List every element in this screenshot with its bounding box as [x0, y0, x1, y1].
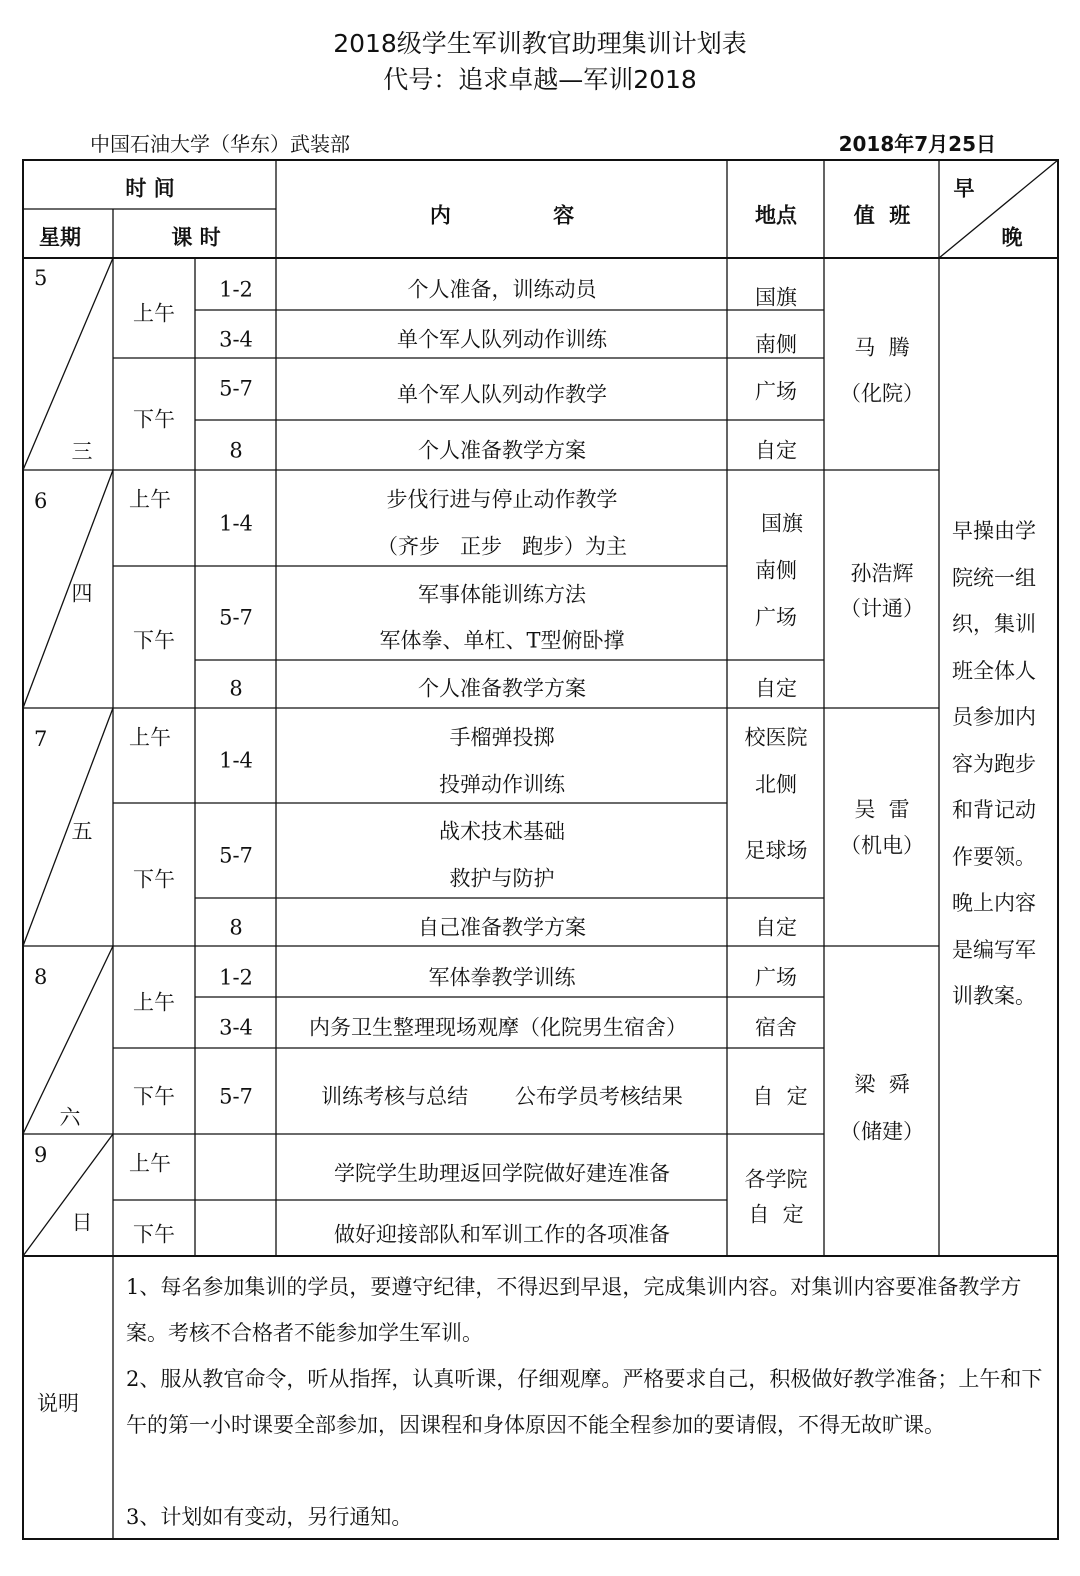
page-subtitle: 代号：追求卓越—军训2018: [383, 65, 697, 94]
day3-content-3: 自己准备教学方案: [418, 915, 586, 940]
organization: 中国石油大学（华东）武装部: [90, 132, 350, 156]
notes-label: 说明: [37, 1391, 79, 1416]
day5-am: 上午: [129, 1151, 171, 1176]
note-3: 3、计划如有变动，另行通知。: [126, 1505, 413, 1529]
day2-location-c: 广场: [755, 605, 797, 630]
day2-am: 上午: [129, 487, 171, 512]
day3-location-3: 自定: [755, 915, 797, 940]
day2-duty-name: 孙浩辉: [850, 561, 914, 586]
day2-location-2: 自定: [755, 676, 797, 701]
note-line: 院统一组: [952, 565, 1036, 590]
note-line: 和背记动: [952, 798, 1036, 822]
day1-period-2: 3-4: [219, 327, 253, 352]
day4-period-2: 3-4: [219, 1015, 253, 1040]
day3-period-1: 1-4: [219, 748, 253, 773]
day1-period-4: 8: [229, 438, 243, 463]
note-line: 容为跑步: [952, 751, 1036, 776]
day2-content-3: 个人准备教学方案: [418, 676, 586, 701]
day4-period-1: 1-2: [219, 965, 253, 990]
day1-content-1: 个人准备，训练动员: [407, 277, 597, 302]
day5-pm: 下午: [133, 1222, 175, 1247]
day2-content-1a: 步伐行进与停止动作教学: [386, 487, 618, 512]
day2-location-b: 南侧: [755, 558, 797, 583]
header-evening: 晚: [1001, 225, 1023, 250]
day1-duty-name: 马 腾: [854, 335, 910, 360]
day3-period-2: 5-7: [219, 843, 253, 868]
day4-date: 8: [34, 965, 48, 989]
header-content: 内 容: [429, 203, 575, 228]
day4-duty-name: 梁 舜: [854, 1072, 910, 1097]
header-weekday: 星期: [39, 225, 81, 250]
header-period: 课 时: [171, 225, 221, 250]
page-title: 2018级学生军训教官助理集训计划表: [333, 29, 747, 58]
document-date: 2018年7月25日: [838, 132, 996, 156]
day4-content-1: 军体拳教学训练: [428, 965, 576, 990]
day3-content-2a: 战术技术基础: [439, 819, 565, 844]
day2-weekday: 四: [71, 581, 93, 606]
day3-date: 7: [34, 727, 48, 751]
day2-content-1b: （齐步 正步 跑步）为主: [376, 534, 628, 559]
day2-location-a: 国旗: [761, 511, 803, 536]
header-location: 地点: [755, 203, 797, 228]
day4-pm: 下午: [133, 1084, 175, 1109]
note-line: 晚上内容: [952, 891, 1036, 915]
note-line: 织，集训: [952, 612, 1036, 636]
note-line: 班全体人: [952, 658, 1036, 683]
day3-location-2: 足球场: [744, 838, 808, 863]
day3-content-2b: 救护与防护: [449, 866, 555, 891]
day2-date: 6: [34, 489, 48, 513]
day3-pm: 下午: [133, 867, 175, 892]
day1-weekday: 三: [71, 439, 93, 464]
day1-pm: 下午: [133, 407, 175, 432]
day5-date: 9: [34, 1143, 48, 1167]
day1-am: 上午: [133, 301, 175, 326]
day1-duty-dept: （化院）: [840, 381, 924, 406]
day3-location-b: 北侧: [755, 772, 797, 797]
day2-period-1: 1-4: [219, 511, 253, 536]
day5-content-1: 学院学生助理返回学院做好建连准备: [334, 1161, 670, 1186]
day3-period-3: 8: [229, 915, 243, 940]
day2-period-2: 5-7: [219, 605, 253, 630]
note-line: 训教案。: [952, 984, 1036, 1008]
note-line: 是编写军: [952, 937, 1036, 962]
day5-location-1: 各学院: [744, 1167, 808, 1192]
day1-period-1: 1-2: [219, 277, 253, 302]
note-2: 2、服从教官命令，听从指挥，认真听课，仔细观摩。严格要求自己，积极做好教学准备；上午和下午的第一小时课要全部参加，因课程和身体原因不能全程参加的要请假，不得无故旷课。: [126, 1367, 1043, 1437]
note-line: 员参加内: [952, 705, 1036, 729]
day4-period-3: 5-7: [219, 1084, 253, 1109]
note-1: 1、每名参加集训的学员，要遵守纪律，不得迟到早退，完成集训内容。对集训内容要准备教学方案。考核不合格者不能参加学生军训。: [126, 1275, 1022, 1345]
day1-content-4: 个人准备教学方案: [418, 438, 586, 463]
header-time: 时 间: [125, 176, 175, 201]
day2-pm: 下午: [133, 628, 175, 653]
day5-content-2: 做好迎接部队和军训工作的各项准备: [334, 1222, 670, 1247]
day2-duty-dept: （计通）: [840, 596, 924, 621]
day4-am: 上午: [133, 990, 175, 1015]
header-duty: 值 班: [853, 203, 911, 228]
day2-period-3: 8: [229, 676, 243, 701]
header-morning: 早: [953, 176, 975, 201]
day5-weekday: 日: [71, 1210, 93, 1235]
day2-content-2a: 军事体能训练方法: [418, 582, 586, 607]
day4-location-1: 广场: [755, 965, 797, 990]
day3-am: 上午: [129, 725, 171, 750]
day1-content-3: 单个军人队列动作教学: [397, 382, 607, 407]
day4-location-2: 宿舍: [755, 1015, 797, 1040]
day4-location-3: 自 定: [752, 1084, 808, 1109]
day3-duty-name: 吴 雷: [854, 797, 910, 822]
note-line: 作要领。: [952, 844, 1036, 869]
day3-duty-dept: （机电）: [840, 833, 924, 858]
day2-content-2b: 军体拳、单杠、T型俯卧撑: [379, 628, 625, 653]
day4-content-3: 训练考核与总结 公布学员考核结果: [321, 1084, 683, 1109]
day4-duty-dept: （储建）: [840, 1119, 924, 1144]
day1-location-a: 国旗: [755, 285, 797, 310]
day3-location-a: 校医院: [744, 725, 808, 750]
day3-content-1a: 手榴弹投掷: [449, 725, 555, 750]
day1-period-3: 5-7: [219, 376, 253, 401]
day1-date: 5: [34, 266, 48, 290]
day1-location-c: 广场: [755, 379, 797, 404]
day1-location-2: 自定: [755, 438, 797, 463]
day3-content-1b: 投弹动作训练: [439, 772, 565, 797]
day5-location-2: 自 定: [748, 1202, 804, 1227]
day1-content-2: 单个军人队列动作训练: [397, 327, 607, 352]
note-line: 早操由学: [952, 519, 1036, 543]
day4-weekday: 六: [59, 1105, 81, 1130]
morning-evening-note: [952, 508, 1048, 1020]
day4-content-2: 内务卫生整理现场观摩（化院男生宿舍）: [309, 1015, 687, 1040]
day1-location-b: 南侧: [755, 332, 797, 357]
day3-weekday: 五: [71, 819, 93, 844]
